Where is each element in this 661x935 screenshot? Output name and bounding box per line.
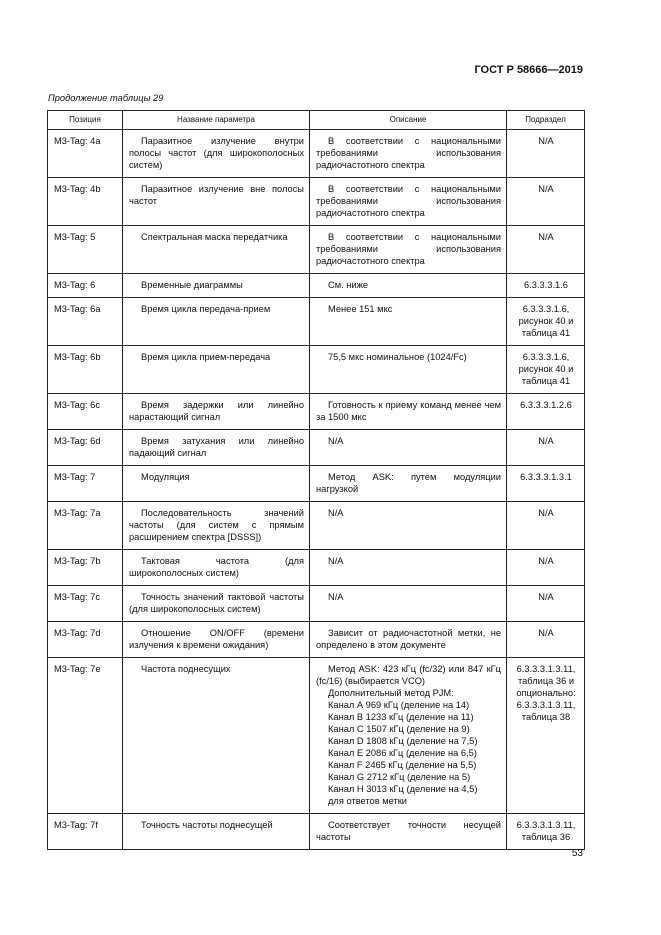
cell-parameter-name xyxy=(123,502,310,550)
subsection-line: таблица 36 xyxy=(521,832,571,842)
page-number: 53 xyxy=(571,848,583,859)
cell-subsection xyxy=(507,226,585,274)
subsection-line: N/A xyxy=(538,436,554,446)
parameter-name-text: Паразитное излучение внутри полосы частот (для широкополосных систем) xyxy=(129,136,304,170)
description-line: Канал G 2712 кГц (деление на 5) xyxy=(328,772,471,782)
subsection-line: N/A xyxy=(538,508,554,518)
subsection-line: N/A xyxy=(538,232,554,242)
table-row xyxy=(48,622,585,658)
table-row xyxy=(48,394,585,430)
description-line: N/A xyxy=(328,508,344,518)
description-line: В соответствии с национальными требованиями использования радиочастотного спектра xyxy=(316,184,501,218)
table-row xyxy=(48,178,585,226)
cell-description xyxy=(310,298,507,346)
table-header-row xyxy=(48,111,585,130)
description-line: Канал С 1507 кГц (деление на 9) xyxy=(328,724,470,734)
table-row xyxy=(48,586,585,622)
cell-parameter-name xyxy=(123,658,310,814)
cell-subsection xyxy=(507,394,585,430)
cell-position: M3-Tag: 6d xyxy=(48,430,123,466)
column-header-description: Описание xyxy=(310,111,507,130)
table-row xyxy=(48,274,585,298)
subsection-line: таблица 41 xyxy=(521,376,571,386)
cell-parameter-name xyxy=(123,814,310,850)
description-line: Зависит от радиочастотной метки, не определено в этом документе xyxy=(316,628,501,650)
cell-parameter-name xyxy=(123,394,310,430)
cell-subsection xyxy=(507,502,585,550)
description-line: 75,5 мкс номинальное (1024/Fc) xyxy=(328,352,467,362)
cell-position: M3-Tag: 5 xyxy=(48,226,123,274)
cell-subsection xyxy=(507,622,585,658)
cell-position: M3-Tag: 7f xyxy=(48,814,123,850)
cell-position: M3-Tag: 6c xyxy=(48,394,123,430)
parameter-name-text: Время затухания или линейно падающий сигнал xyxy=(129,436,304,458)
cell-subsection xyxy=(507,430,585,466)
table-caption: Продолжение таблицы 29 xyxy=(48,93,164,103)
cell-description xyxy=(310,502,507,550)
table-row xyxy=(48,658,585,814)
subsection-line: N/A xyxy=(538,136,554,146)
table-row xyxy=(48,298,585,346)
cell-parameter-name xyxy=(123,550,310,586)
parameter-name-text: Частота поднесущих xyxy=(141,664,231,674)
parameter-name-text: Время цикла прием-передача xyxy=(141,352,271,362)
cell-position: M3-Tag: 7 xyxy=(48,466,123,502)
subsection-line: 6.3.3.3.1.6 xyxy=(524,280,568,290)
parameter-name-text: Спектральная маска передатчика xyxy=(141,232,288,242)
cell-description xyxy=(310,130,507,178)
cell-position: M3-Tag: 7d xyxy=(48,622,123,658)
cell-position: M3-Tag: 7b xyxy=(48,550,123,586)
subsection-line: N/A xyxy=(538,556,554,566)
description-line: Метод ASK: путем модуляции нагрузкой xyxy=(316,472,501,494)
cell-parameter-name xyxy=(123,466,310,502)
document-code: ГОСТ Р 58666—2019 xyxy=(474,64,583,76)
table-row xyxy=(48,502,585,550)
table-row xyxy=(48,550,585,586)
subsection-line: N/A xyxy=(538,592,554,602)
description-line: См. ниже xyxy=(328,280,368,290)
cell-subsection xyxy=(507,274,585,298)
cell-position: M3-Tag: 6 xyxy=(48,274,123,298)
description-line: Канал А 969 кГц (деление на 14) xyxy=(328,700,470,710)
description-line: N/A xyxy=(328,592,344,602)
table-row xyxy=(48,226,585,274)
parameter-name-text: Временные диаграммы xyxy=(141,280,243,290)
parameter-name-text: Точность частоты поднесущей xyxy=(141,820,273,830)
cell-parameter-name xyxy=(123,274,310,298)
subsection-line: 6.3.3.3.1.3.1 xyxy=(520,472,572,482)
subsection-line: 6.3.3.3.1.6, xyxy=(522,352,570,362)
description-line: Готовность к приему команд менее чем за 1500 мкс xyxy=(316,400,501,422)
cell-description xyxy=(310,178,507,226)
cell-position: M3-Tag: 7c xyxy=(48,586,123,622)
parameter-name-text: Отношение ON/OFF (времени излучения к времени ожидания) xyxy=(129,628,304,650)
subsection-line: таблица 41 xyxy=(521,328,571,338)
description-line: Канал Е 2086 кГц (деление на 6,5) xyxy=(328,748,477,758)
description-line: Соответствует точности несущей частоты xyxy=(316,820,501,842)
cell-description xyxy=(310,226,507,274)
description-line: В соответствии с национальными требованиями использования радиочастотного спектра xyxy=(316,136,501,170)
cell-description xyxy=(310,814,507,850)
table-row xyxy=(48,466,585,502)
cell-description xyxy=(310,394,507,430)
cell-description xyxy=(310,346,507,394)
description-line: N/A xyxy=(328,556,344,566)
cell-description xyxy=(310,550,507,586)
subsection-line: 6.3.3.3.1.3.11, xyxy=(516,664,576,674)
subsection-line: 6.3.3.3.1.6, xyxy=(522,304,570,314)
cell-subsection xyxy=(507,130,585,178)
table-row xyxy=(48,814,585,850)
cell-parameter-name xyxy=(123,130,310,178)
subsection-line: таблица 36 и xyxy=(517,676,575,686)
cell-description xyxy=(310,658,507,814)
description-line: Канал В 1233 кГц (деление на 11) xyxy=(328,712,474,722)
subsection-line: 6.3.3.3.1.3.11, xyxy=(516,820,576,830)
cell-subsection xyxy=(507,814,585,850)
cell-subsection xyxy=(507,178,585,226)
cell-subsection xyxy=(507,298,585,346)
table-body xyxy=(48,130,585,850)
parameters-table xyxy=(47,110,585,850)
subsection-line: 6.3.3.3.1.3.11, xyxy=(516,700,576,710)
cell-parameter-name xyxy=(123,178,310,226)
subsection-line: 6.3.3.3.1.2.6 xyxy=(520,400,572,410)
cell-parameter-name xyxy=(123,586,310,622)
cell-parameter-name xyxy=(123,226,310,274)
cell-parameter-name xyxy=(123,622,310,658)
description-line: Дополнительный метод PJM: xyxy=(328,688,454,698)
cell-description xyxy=(310,586,507,622)
description-line: В соответствии с национальными требованиями использования радиочастотного спектра xyxy=(316,232,501,266)
cell-description xyxy=(310,274,507,298)
parameter-name-text: Время задержки или линейно нарастающий сигнал xyxy=(129,400,304,422)
column-header-position: Позиция xyxy=(48,111,123,130)
parameter-name-text: Последовательность значений частоты (для систем с прямым расширением спектра [DSSS]) xyxy=(129,508,304,542)
cell-position: M3-Tag: 7e xyxy=(48,658,123,814)
cell-description xyxy=(310,466,507,502)
cell-position: M3-Tag: 6a xyxy=(48,298,123,346)
subsection-line: рисунок 40 и xyxy=(518,364,574,374)
subsection-line: таблица 38 xyxy=(521,712,571,722)
parameter-name-text: Паразитное излучение вне полосы частот xyxy=(129,184,304,206)
description-line: Канал F 2465 кГц (деление на 5,5) xyxy=(328,760,477,770)
column-header-subsection: Подраздел xyxy=(507,111,585,130)
table-row xyxy=(48,346,585,394)
cell-position: M3-Tag: 4b xyxy=(48,178,123,226)
cell-position: M3-Tag: 6b xyxy=(48,346,123,394)
subsection-line: N/A xyxy=(538,184,554,194)
cell-position: M3-Tag: 4a xyxy=(48,130,123,178)
cell-description xyxy=(310,622,507,658)
cell-subsection xyxy=(507,466,585,502)
subsection-line: N/A xyxy=(538,628,554,638)
parameter-name-text: Точность значений тактовой частоты (для широкополосных систем) xyxy=(129,592,304,614)
cell-subsection xyxy=(507,346,585,394)
cell-parameter-name xyxy=(123,430,310,466)
description-line: N/A xyxy=(328,436,344,446)
cell-parameter-name xyxy=(123,346,310,394)
cell-parameter-name xyxy=(123,298,310,346)
subsection-line: рисунок 40 и xyxy=(518,316,574,326)
cell-subsection xyxy=(507,550,585,586)
table-row xyxy=(48,130,585,178)
description-line: Канал Н 3013 кГц (деление на 4,5) xyxy=(328,784,478,794)
cell-position: M3-Tag: 7a xyxy=(48,502,123,550)
description-line: Метод ASK: 423 кГц (fc/32) или 847 кГц (fc/16) (выбирается VCO) xyxy=(316,664,501,686)
table-row xyxy=(48,430,585,466)
parameter-name-text: Время цикла передача-прием xyxy=(141,304,271,314)
parameter-name-text: Тактовая частота (для широкополосных систем) xyxy=(129,556,304,578)
description-line: Канал D 1808 кГц (деление на 7,5) xyxy=(328,736,478,746)
description-line: Менее 151 мкс xyxy=(328,304,393,314)
parameter-name-text: Модуляция xyxy=(141,472,190,482)
cell-description xyxy=(310,430,507,466)
column-header-parameter-name: Название параметра xyxy=(123,111,310,130)
subsection-line: опционально: xyxy=(516,688,576,698)
cell-subsection xyxy=(507,586,585,622)
cell-subsection xyxy=(507,658,585,814)
description-line: для ответов метки xyxy=(328,796,408,806)
